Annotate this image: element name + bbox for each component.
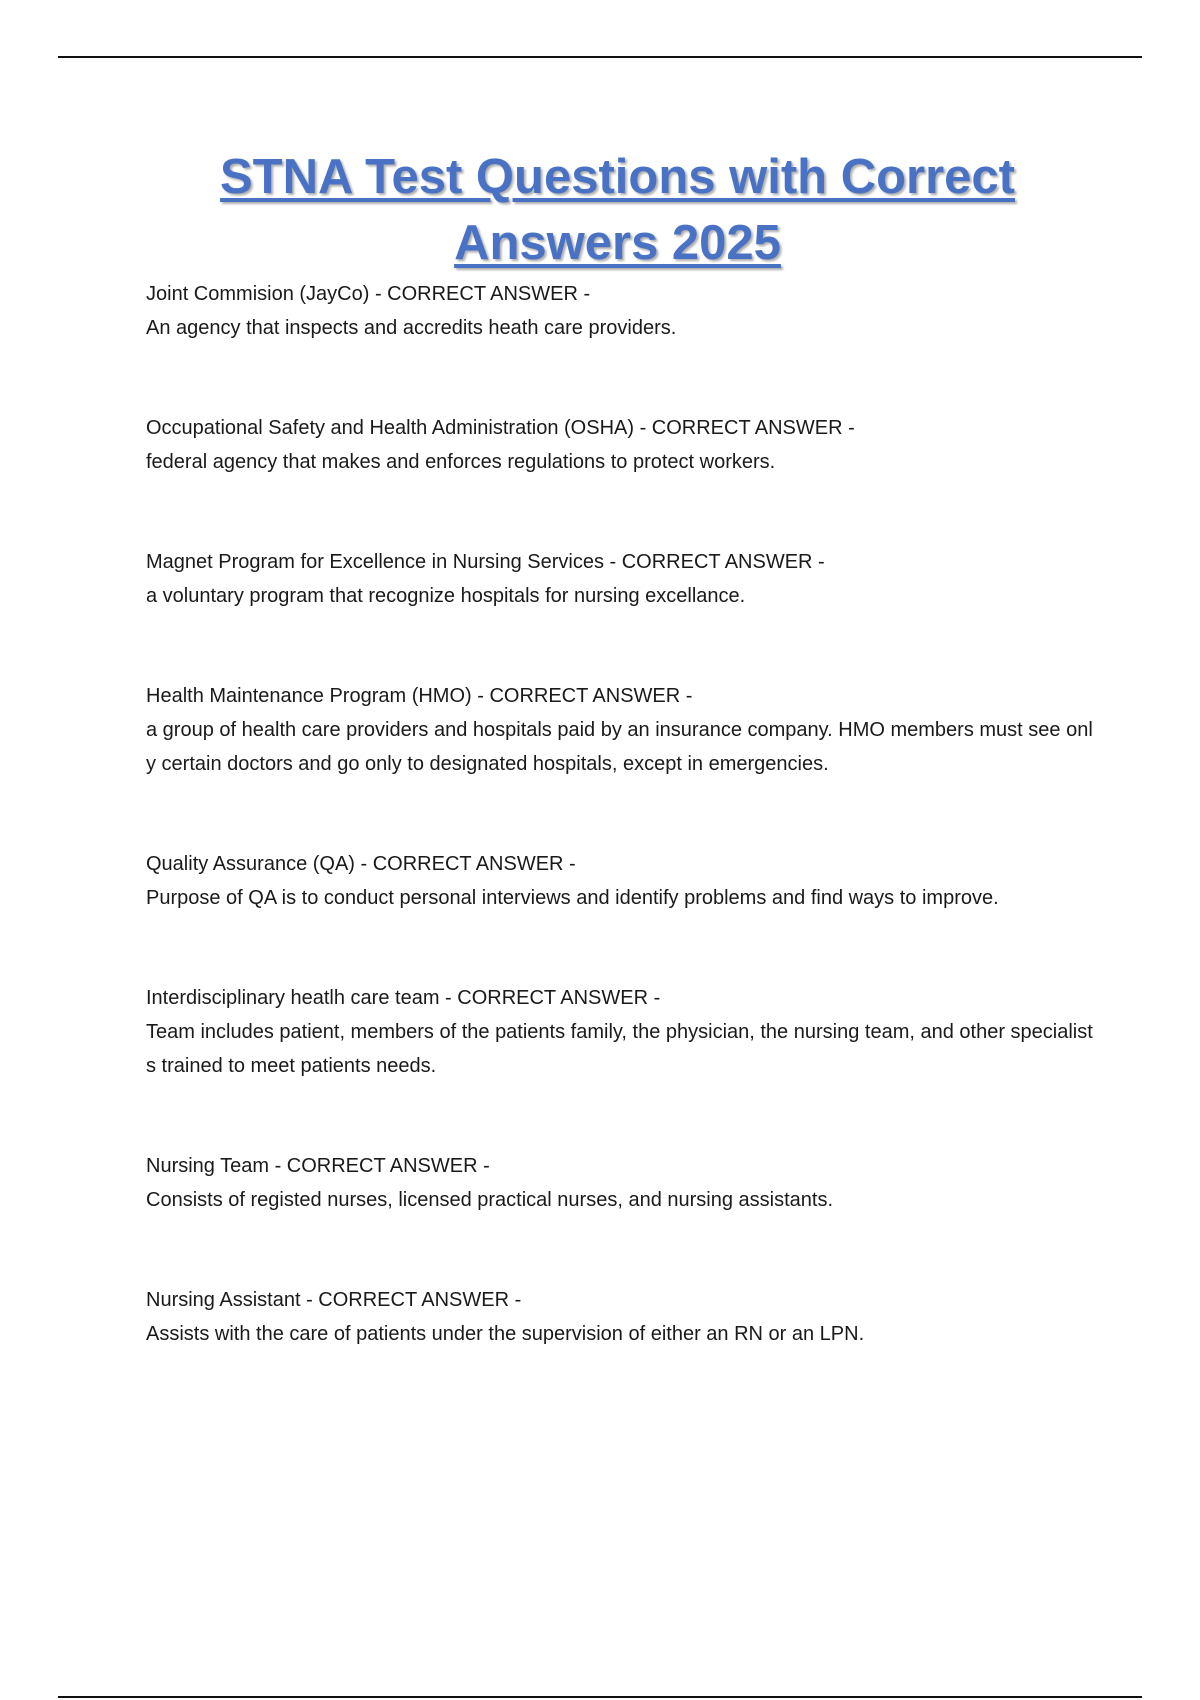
qa-item-magnet-program (146, 545, 1096, 613)
qa-term: Nursing Team - CORRECT ANSWER - (146, 1155, 490, 1177)
qa-item-nursing-assistant (146, 1283, 1096, 1351)
document-title-text: STNA Test Questions with Correct Answers 2025 (220, 150, 1015, 270)
qa-list (146, 277, 1096, 1417)
qa-term: Magnet Program for Excellence in Nursing Services - CORRECT ANSWER - (146, 551, 825, 573)
qa-answer: Consists of registed nurses, licensed practical nurses, and nursing assistants. (146, 1189, 834, 1211)
qa-item-nursing-team (146, 1149, 1096, 1217)
qa-item-interdisciplinary-team (146, 981, 1096, 1083)
document-title (150, 144, 1085, 276)
qa-term: Joint Commision (JayCo) - CORRECT ANSWER - (146, 283, 591, 305)
qa-item-quality-assurance (146, 847, 1096, 915)
qa-answer: a voluntary program that recognize hospitals for nursing excellance. (146, 585, 746, 607)
bottom-divider (58, 1696, 1142, 1698)
qa-item-osha (146, 411, 1096, 479)
qa-item-hmo (146, 679, 1096, 781)
qa-term: Health Maintenance Program (HMO) - CORRECT ANSWER - (146, 685, 693, 707)
qa-answer: Team includes patient, members of the patients family, the physician, the nursing team, and other specialists trained to meet patients needs. (146, 1021, 1093, 1077)
qa-item-joint-commission (146, 277, 1096, 345)
qa-answer: An agency that inspects and accredits heath care providers. (146, 317, 677, 339)
qa-term: Quality Assurance (QA) - CORRECT ANSWER - (146, 853, 576, 875)
qa-answer: Assists with the care of patients under the supervision of either an RN or an LPN. (146, 1323, 865, 1345)
top-divider (58, 56, 1142, 58)
qa-term: Occupational Safety and Health Administration (OSHA) - CORRECT ANSWER - (146, 417, 855, 439)
qa-answer: a group of health care providers and hospitals paid by an insurance company. HMO members must see only certain doctors and go only to designated hospitals, except in emergencies. (146, 719, 1093, 775)
qa-answer: Purpose of QA is to conduct personal interviews and identify problems and find ways to improve. (146, 887, 999, 909)
qa-term: Interdisciplinary heatlh care team - CORRECT ANSWER - (146, 987, 661, 1009)
qa-term: Nursing Assistant - CORRECT ANSWER - (146, 1289, 522, 1311)
qa-answer: federal agency that makes and enforces regulations to protect workers. (146, 451, 776, 473)
